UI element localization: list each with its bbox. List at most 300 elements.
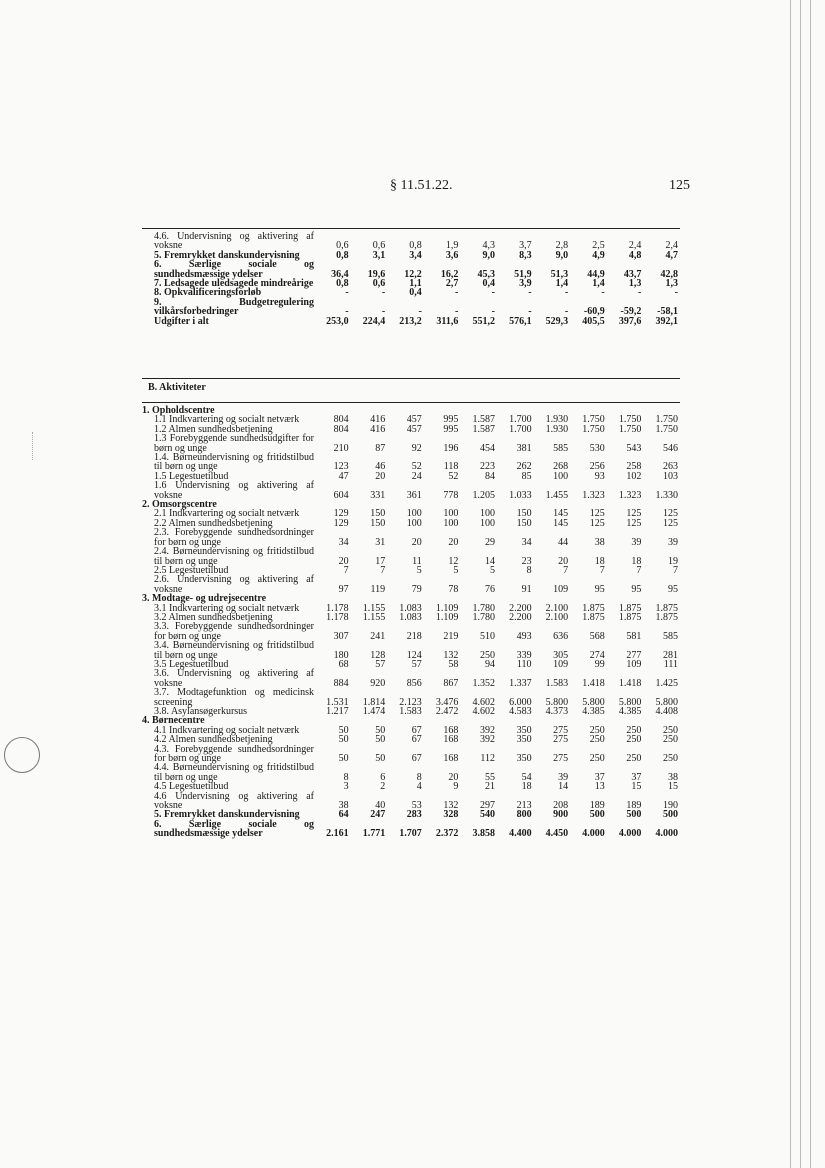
row-label: 3.2 Almen sundhedsbetjening [154, 611, 273, 623]
cell-value: 109 [553, 583, 569, 595]
cell-value: 18 [631, 555, 642, 567]
table-row [142, 528, 680, 547]
cell-value: 189 [589, 800, 605, 812]
cell-value: 250 [589, 734, 605, 746]
cell-value: 2 [380, 781, 386, 793]
cell-value: 196 [443, 442, 459, 454]
table-row [142, 622, 680, 641]
cell-value: 1.583 [545, 677, 569, 689]
table-row [142, 688, 680, 707]
cell-value: 40 [375, 800, 386, 812]
cell-value: - [564, 306, 569, 318]
row-label: 2.4. Børneundervisning og fritidstilbud til børn og unge [154, 546, 314, 567]
row-label: 2.5 Legestuetilbud [154, 564, 229, 576]
cell-value: 50 [338, 734, 349, 746]
table-row [142, 317, 680, 326]
cell-value: 7 [563, 564, 569, 576]
cell-value: 0,8 [336, 278, 349, 290]
cell-value: 1.155 [362, 611, 386, 623]
cell-value: 1.750 [655, 423, 678, 435]
scan-edge-line [810, 0, 811, 1168]
cell-value: 1.587 [472, 414, 495, 426]
cell-value: 1.083 [399, 611, 422, 623]
cell-value: 100 [479, 508, 495, 520]
cell-value: 67 [411, 753, 422, 765]
cell-value: 50 [375, 724, 386, 736]
cell-value: 3.858 [472, 828, 495, 840]
cell-value: 100 [406, 517, 422, 529]
cell-value: 79 [411, 583, 422, 595]
scan-edge-line [800, 0, 801, 1168]
cell-value: 1,3 [628, 278, 642, 290]
cell-value: 530 [589, 442, 605, 454]
cell-value: 262 [516, 461, 532, 473]
cell-value: 4,9 [592, 249, 605, 261]
table-row [142, 434, 680, 453]
cell-value: 2,7 [445, 278, 459, 290]
cell-value: 800 [516, 809, 532, 821]
cell-value: 99 [594, 658, 605, 670]
cell-value: 5 [416, 564, 422, 576]
cell-value: 168 [443, 734, 459, 746]
cell-value: 7 [380, 564, 386, 576]
cell-value: 8,3 [519, 249, 532, 261]
cell-value: 2.100 [545, 602, 569, 614]
cell-value: 119 [370, 583, 386, 595]
cell-value: 568 [589, 630, 605, 642]
cell-value: 8 [526, 564, 532, 576]
cell-value: 34 [521, 536, 532, 548]
cell-value: 223 [479, 461, 495, 473]
cell-value: 1.587 [472, 423, 495, 435]
table-row [142, 820, 680, 839]
cell-value: 457 [406, 414, 422, 426]
scan-edge-line [790, 0, 791, 1168]
cell-value: 500 [663, 809, 678, 821]
cell-value: 168 [443, 724, 459, 736]
row-label: 1.1 Indkvartering og socialt netværk [154, 414, 300, 426]
cell-value: 20 [338, 555, 349, 567]
cell-value: 111 [663, 658, 678, 670]
cell-value: 1.875 [618, 602, 642, 614]
cell-value: 1.583 [399, 706, 422, 717]
cell-value: 128 [370, 649, 386, 661]
table-row [142, 453, 680, 472]
cell-value: 1.771 [362, 828, 386, 840]
cell-value: -59,2 [620, 306, 642, 318]
cell-value: 1.875 [582, 602, 605, 614]
cell-value: 2,5 [592, 240, 605, 252]
row-label: 5. Fremrykket danskundervisning [154, 249, 300, 261]
cell-value: 1.930 [545, 414, 569, 426]
cell-value: 1.330 [655, 489, 678, 501]
cell-value: -58,1 [657, 306, 678, 318]
cell-value: 392 [479, 734, 495, 746]
cell-value: 24 [411, 470, 422, 482]
cell-value: 4,8 [628, 249, 642, 261]
cell-value: 250 [479, 649, 495, 661]
cell-value: 4,7 [665, 249, 678, 261]
cell-value: 125 [589, 508, 605, 520]
cell-value: 50 [375, 734, 386, 746]
cell-value: 9,0 [555, 249, 569, 261]
cell-value: 15 [668, 781, 678, 793]
cell-value: 250 [626, 734, 642, 746]
row-label: 1.2 Almen sundhedsbetjening [154, 423, 273, 435]
cell-value: 331 [370, 489, 386, 501]
activities-table [142, 406, 680, 839]
cell-value: 1.700 [509, 414, 532, 426]
cell-value: 67 [411, 734, 422, 746]
cell-value: 100 [406, 508, 422, 520]
row-label: 4.1 Indkvartering og socialt netværk [154, 724, 300, 736]
cell-value: 55 [484, 771, 495, 783]
row-label: 2.3. Forebyggende sundhedsordninger for børn og unge [154, 527, 314, 548]
cell-value: 392,1 [655, 315, 678, 327]
cell-value: 14 [558, 781, 569, 793]
cell-value: 38 [594, 536, 605, 548]
cell-value: - [491, 306, 495, 318]
cell-value: 1.109 [435, 602, 459, 614]
margin-mark [18, 432, 33, 460]
row-label: 1.5 Legestuetilbud [154, 470, 229, 482]
cell-value: 1.418 [582, 677, 605, 689]
cell-value: 100 [479, 517, 495, 529]
row-label: 7. Ledsagede uledsagede mindreårige [154, 278, 314, 290]
cell-value: 1.455 [545, 489, 569, 501]
cell-value: 551,2 [472, 315, 495, 327]
cell-value: 3,7 [519, 240, 532, 252]
cell-value: 0,8 [409, 240, 422, 252]
cell-value: 118 [443, 461, 459, 473]
cell-value: 100 [443, 508, 459, 520]
cell-value: 510 [479, 630, 495, 642]
cell-value: 50 [375, 753, 386, 765]
cell-value: 1.875 [618, 611, 642, 623]
cell-value: - [491, 287, 495, 299]
cell-value: 258 [626, 461, 642, 473]
cell-value: 125 [626, 508, 642, 520]
cell-value: 123 [333, 461, 349, 473]
cell-value: 57 [411, 658, 422, 670]
cell-value: - [638, 287, 642, 299]
cell-value: 19 [668, 555, 678, 567]
cell-value: 1.750 [618, 423, 642, 435]
cell-value: 283 [406, 809, 422, 821]
cell-value: 0,6 [372, 240, 386, 252]
cell-value: - [345, 287, 349, 299]
table-row [142, 547, 680, 566]
cell-value: 150 [516, 508, 532, 520]
cell-value: 275 [553, 724, 569, 736]
cell-value: 12 [448, 555, 459, 567]
cell-value: 51,3 [550, 268, 569, 280]
cell-value: 3,6 [445, 249, 459, 261]
cell-value: 361 [406, 489, 422, 501]
table-row [142, 763, 680, 782]
cell-value: -60,9 [583, 306, 605, 318]
cell-value: 1,9 [445, 240, 459, 252]
cell-value: 36,4 [331, 268, 349, 280]
cell-value: 2.472 [435, 706, 459, 717]
row-label: 6. Særlige sociale og sundhedsmæssige ydelser [154, 818, 314, 840]
cell-value: 87 [375, 442, 386, 454]
row-label: 5. Fremrykket danskundervisning [154, 809, 300, 821]
section-b-title: B. Aktiviteter [148, 382, 206, 393]
cell-value: 540 [479, 809, 495, 821]
cell-value: 38 [668, 771, 678, 783]
row-label: 2. Omsorgscentre [142, 499, 217, 511]
cell-value: 38 [338, 800, 349, 812]
cell-value: 5.800 [655, 696, 678, 708]
cell-value: 64 [338, 809, 349, 821]
cell-value: 0,4 [409, 287, 422, 299]
cell-value: 84 [484, 470, 495, 482]
cell-value: 93 [594, 470, 605, 482]
cell-value: 263 [663, 461, 678, 473]
cell-value: 168 [443, 753, 459, 765]
cell-value: 1.352 [472, 677, 495, 689]
cell-value: 95 [631, 583, 642, 595]
cell-value: 4.400 [509, 828, 532, 840]
cell-value: 457 [406, 423, 422, 435]
row-label: 2.2 Almen sundhedsbetjening [154, 517, 273, 529]
punch-hole [4, 737, 40, 773]
cell-value: 78 [448, 583, 459, 595]
cell-value: 219 [443, 630, 459, 642]
cell-value: 2.161 [326, 828, 349, 840]
cell-value: 132 [443, 800, 459, 812]
cell-value: 778 [443, 489, 459, 501]
cell-value: 8 [343, 771, 349, 783]
cell-value: 804 [333, 423, 349, 435]
cell-value: 5.800 [618, 696, 642, 708]
cell-value: 1,3 [665, 278, 678, 290]
cell-value: 4.000 [582, 828, 605, 840]
cell-value: 297 [479, 800, 495, 812]
cell-value: 397,6 [618, 315, 642, 327]
cell-value: 1.700 [509, 423, 532, 435]
row-label: 3.4. Børneundervisning og fritidstilbud til børn og unge [154, 640, 314, 661]
cell-value: 350 [516, 724, 532, 736]
expenses-table [142, 232, 680, 326]
cell-value: 7 [673, 564, 678, 576]
cell-value: 867 [443, 677, 459, 689]
cell-value: 1.875 [582, 611, 605, 623]
cell-value: 1.083 [399, 602, 422, 614]
row-label: 1.3 Forebyggende sundhedsudgifter for børn og unge [154, 433, 314, 454]
cell-value: 2.200 [509, 611, 532, 623]
cell-value: 37 [631, 771, 642, 783]
cell-value: 39 [668, 536, 678, 548]
cell-value: 493 [516, 630, 532, 642]
cell-value: 900 [553, 809, 569, 821]
cell-value: 576,1 [509, 315, 532, 327]
cell-value: 1.814 [362, 696, 386, 708]
cell-value: 125 [626, 517, 642, 529]
row-label: 3.5 Legestuetilbud [154, 658, 229, 670]
cell-value: 2,4 [628, 240, 642, 252]
cell-value: 21 [484, 781, 495, 793]
row-label: 3.1 Indkvartering og socialt netværk [154, 602, 300, 614]
cell-value: 1.217 [326, 706, 349, 717]
cell-value: 4 [416, 781, 422, 793]
cell-value: 103 [663, 470, 678, 482]
cell-value: 67 [411, 724, 422, 736]
cell-value: 405,5 [582, 315, 605, 327]
row-label: 4.6 Undervisning og aktivering af voksne [154, 790, 314, 812]
cell-value: 11 [412, 555, 422, 567]
cell-value: 7 [343, 564, 349, 576]
cell-value: 58 [448, 658, 459, 670]
cell-value: - [674, 287, 678, 299]
cell-value: 208 [553, 800, 569, 812]
cell-value: 112 [480, 753, 495, 765]
row-label: 4.6. Undervisning og aktivering af voksne [154, 231, 314, 252]
cell-value: - [418, 306, 422, 318]
cell-value: 1.707 [399, 828, 422, 840]
cell-value: 17 [375, 555, 386, 567]
cell-value: 1.323 [582, 489, 605, 501]
cell-value: 16,2 [440, 268, 459, 280]
cell-value: 4.602 [472, 696, 495, 708]
row-label: 1. Opholdscentre [142, 405, 215, 416]
cell-value: 250 [626, 753, 642, 765]
row-label: 6. Særlige sociale og sundhedsmæssige ydelser [154, 259, 314, 280]
table-row [142, 260, 680, 279]
cell-value: 20 [448, 771, 459, 783]
cell-value: 500 [589, 809, 605, 821]
table-row [142, 669, 680, 688]
cell-value: 5 [453, 564, 459, 576]
cell-value: 91 [521, 583, 532, 595]
cell-value: 39 [558, 771, 569, 783]
row-label: 2.6. Undervisning og aktivering af voksne [154, 574, 314, 595]
page-header-section: § 11.51.22. [390, 178, 453, 193]
cell-value: 1.205 [472, 489, 495, 501]
cell-value: 45,3 [477, 268, 495, 280]
cell-value: 250 [663, 753, 678, 765]
cell-value: 1.780 [472, 611, 495, 623]
cell-value: 109 [553, 658, 569, 670]
cell-value: 180 [333, 649, 349, 661]
cell-value: 95 [594, 583, 605, 595]
cell-value: 29 [484, 536, 495, 548]
cell-value: 4,3 [482, 240, 495, 252]
cell-value: 350 [516, 734, 532, 746]
cell-value: 13 [594, 781, 605, 793]
cell-value: 5.800 [545, 696, 569, 708]
row-label: 2.1 Indkvartering og socialt netværk [154, 508, 300, 520]
cell-value: 4.000 [618, 828, 642, 840]
cell-value: 129 [333, 517, 349, 529]
table-row [142, 745, 680, 764]
cell-value: 1.531 [326, 696, 349, 708]
cell-value: 1.474 [362, 706, 386, 717]
cell-value: 53 [411, 800, 422, 812]
cell-value: 6.000 [509, 696, 532, 708]
cell-value: 23 [521, 555, 532, 567]
cell-value: 1.875 [655, 611, 678, 623]
cell-value: 124 [406, 649, 422, 661]
cell-value: 102 [626, 470, 642, 482]
cell-value: 20 [411, 536, 422, 548]
cell-value: 68 [338, 658, 349, 670]
cell-value: 274 [589, 649, 605, 661]
cell-value: 1.337 [509, 677, 532, 689]
cell-value: 20 [448, 536, 459, 548]
cell-value: 94 [484, 658, 495, 670]
cell-value: 2.123 [399, 696, 422, 708]
cell-value: 43,7 [623, 268, 642, 280]
cell-value: 44 [558, 536, 569, 548]
cell-value: 20 [375, 470, 386, 482]
cell-value: 250 [663, 724, 678, 736]
cell-value: 7 [599, 564, 605, 576]
cell-value: 2.200 [509, 602, 532, 614]
cell-value: 804 [333, 414, 349, 426]
cell-value: 50 [338, 724, 349, 736]
cell-value: 1.750 [655, 414, 678, 426]
cell-value: 253,0 [326, 315, 349, 327]
table-row [142, 792, 680, 811]
cell-value: 19,6 [367, 268, 386, 280]
cell-value: 92 [411, 442, 422, 454]
cell-value: 4.373 [545, 706, 569, 717]
cell-value: 585 [663, 630, 678, 642]
cell-value: 543 [626, 442, 642, 454]
cell-value: 1.033 [509, 489, 532, 501]
cell-value: 1,1 [409, 278, 422, 290]
top-rule [142, 228, 680, 229]
cell-value: 1.780 [472, 602, 495, 614]
cell-value: 9,0 [482, 249, 495, 261]
cell-value: 76 [484, 583, 495, 595]
cell-value: 31 [375, 536, 386, 548]
cell-value: 884 [333, 677, 349, 689]
cell-value: - [455, 287, 459, 299]
cell-value: 4.450 [545, 828, 569, 840]
cell-value: 54 [521, 771, 532, 783]
cell-value: 250 [626, 724, 642, 736]
table-row [142, 641, 680, 660]
cell-value: 52 [411, 461, 422, 473]
row-label: 4.2 Almen sundhedsbetjening [154, 734, 273, 746]
cell-value: 920 [370, 677, 386, 689]
cell-value: 37 [594, 771, 605, 783]
cell-value: 416 [370, 423, 386, 435]
cell-value: 52 [448, 470, 459, 482]
cell-value: 0,6 [372, 278, 386, 290]
row-label: 3.6. Undervisning og aktivering af voksne [154, 668, 314, 689]
cell-value: 4.385 [582, 706, 605, 717]
cell-value: 100 [553, 470, 569, 482]
cell-value: 277 [626, 649, 642, 661]
cell-value: 50 [338, 753, 349, 765]
cell-value: 125 [663, 517, 678, 529]
cell-value: 2.100 [545, 611, 569, 623]
cell-value: 3.476 [435, 696, 459, 708]
cell-value: 281 [663, 649, 678, 661]
cell-value: 110 [516, 658, 532, 670]
cell-value: 0,4 [482, 278, 495, 290]
cell-value: 9 [453, 781, 459, 793]
cell-value: 8 [416, 771, 422, 783]
cell-value: 0,8 [336, 249, 349, 261]
cell-value: 995 [443, 414, 459, 426]
cell-value: 256 [589, 461, 605, 473]
cell-value: 241 [370, 630, 386, 642]
